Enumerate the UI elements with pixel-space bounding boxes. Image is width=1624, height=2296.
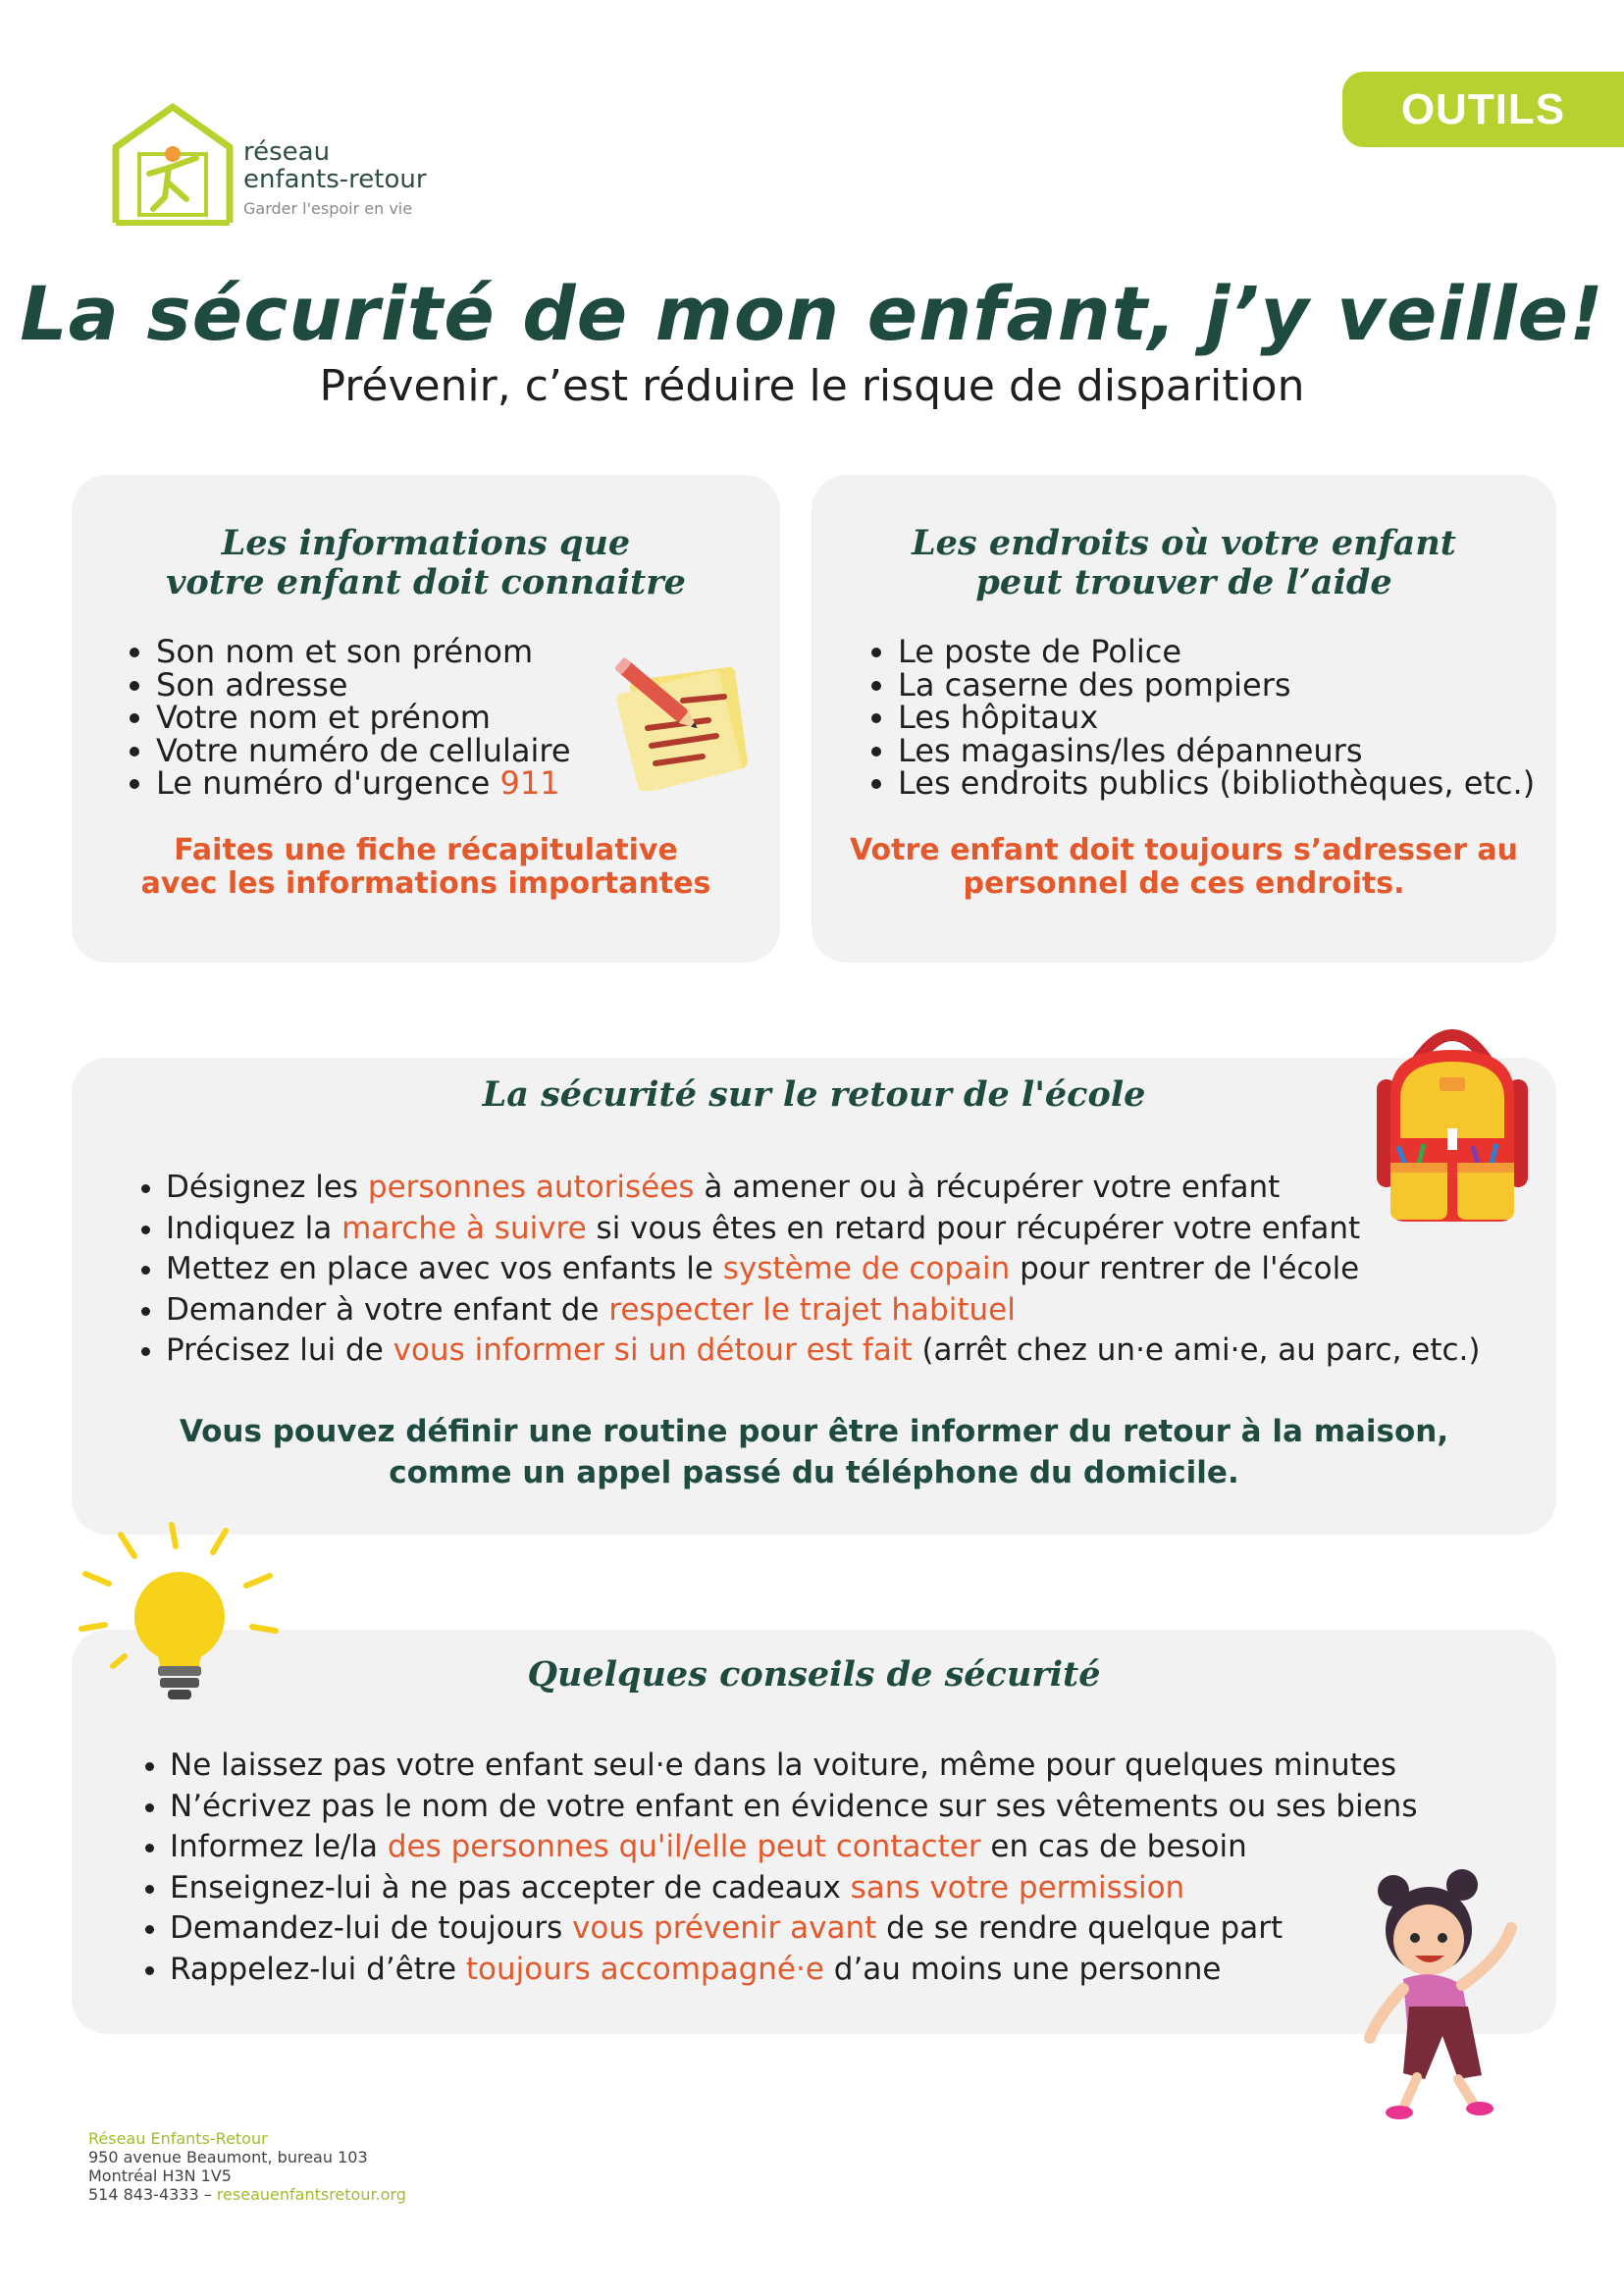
card-safety-tips: [72, 1630, 1556, 2034]
emergency-number: 911: [499, 764, 560, 802]
footer-website-link[interactable]: reseauenfantsretour.org: [216, 2185, 406, 2204]
card-help-places: [812, 475, 1556, 963]
list-item: • Précisez lui de vous informer si un détour est fait (arrêt chez un·e ami·e, au parc, etc.): [166, 1331, 1540, 1372]
list-item: • Votre numéro de cellulaire: [156, 735, 666, 768]
safety-list: [134, 1746, 1563, 1990]
card-school-title: La sécurité sur le retour de l'école: [482, 1074, 1146, 1115]
list-item: • Son adresse: [156, 669, 666, 703]
list-item: • Demandez-lui de toujours vous prévenir avant de se rendre quelque part: [170, 1908, 1563, 1950]
logo-tagline: Garder l'espoir en vie: [243, 199, 413, 218]
page-subtitle: Prévenir, c’est réduire le risque de disparition: [319, 361, 1305, 411]
card-school-return: [72, 1058, 1556, 1535]
list-item: • Son nom et son prénom: [156, 636, 666, 669]
card-help-note: Votre enfant doit toujours s’adresser au personnel de ces endroits.: [849, 833, 1519, 901]
card-help-title: Les endroits où votre enfant peut trouver de l’aide: [912, 523, 1456, 602]
list-item: • Informez le/la des personnes qu'il/elle peut contacter en cas de besoin: [170, 1827, 1563, 1868]
info-list: [121, 633, 666, 802]
backpack-icon: [1369, 1020, 1536, 1226]
list-item: • Ne laissez pas votre enfant seul·e dans la voiture, même pour quelques minutes: [170, 1746, 1563, 1787]
girl-child-icon: [1364, 1869, 1550, 2124]
footer-phone: 514 843-4333 –: [88, 2185, 217, 2204]
list-item: • Mettez en place avec vos enfants le système de copain pour rentrer de l'école: [166, 1249, 1540, 1290]
list-item: • Votre nom et prénom: [156, 702, 666, 735]
list-item: • La caserne des pompiers: [898, 669, 1585, 703]
logo-name-line2: enfants-retour: [243, 165, 427, 194]
list-item: • Les hôpitaux: [898, 702, 1585, 735]
list-item: • Demander à votre enfant de respecter le trajet habituel: [166, 1290, 1540, 1331]
list-item: • Indiquez la marche à suivre si vous êtes en retard pour récupérer votre enfant: [166, 1209, 1540, 1250]
footer: [88, 2129, 406, 2204]
footer-address1: 950 avenue Beaumont, bureau 103: [88, 2148, 368, 2166]
places-list: [863, 633, 1585, 802]
list-item: • Désignez les personnes autorisées à amener ou à récupérer votre enfant: [166, 1168, 1540, 1209]
logo-name-line1: réseau: [243, 137, 331, 167]
list-item: • N’écrivez pas le nom de votre enfant en évidence sur ses vêtements ou ses biens: [170, 1787, 1563, 1828]
card-info-title: Les informations que votre enfant doit connaitre: [166, 523, 686, 602]
list-item: • Le poste de Police: [898, 636, 1585, 669]
footer-org: Réseau Enfants-Retour: [88, 2129, 268, 2148]
list-item: • Les endroits publics (bibliothèques, etc.): [898, 767, 1585, 801]
notepad-pencil-icon: [606, 644, 754, 791]
lightbulb-icon: [74, 1519, 289, 1715]
card-info-child: [72, 475, 780, 963]
card-school-note: Vous pouvez définir une routine pour être informer du retour à la maison, comme un appel passé du téléphone du domicile.: [179, 1414, 1449, 1490]
footer-address2: Montréal H3N 1V5: [88, 2166, 232, 2185]
card-info-note: Faites une fiche récapitulative avec les informations importantes: [140, 833, 711, 901]
logo: [110, 103, 473, 231]
card-safety-title: Quelques conseils de sécurité: [527, 1654, 1101, 1695]
page-title: La sécurité de mon enfant, j’y veille!: [20, 270, 1604, 357]
list-item: • Les magasins/les dépanneurs: [898, 735, 1585, 768]
house-child-logo-icon: [110, 103, 237, 226]
list-item: • Le numéro d'urgence 911: [156, 767, 666, 801]
list-item: • Enseignez-lui à ne pas accepter de cadeaux sans votre permission: [170, 1868, 1563, 1909]
list-item: • Rappelez-lui d’être toujours accompagné·e d’au moins une personne: [170, 1950, 1563, 1991]
outils-tab: OUTILS: [1342, 72, 1624, 147]
school-list: [131, 1168, 1540, 1372]
